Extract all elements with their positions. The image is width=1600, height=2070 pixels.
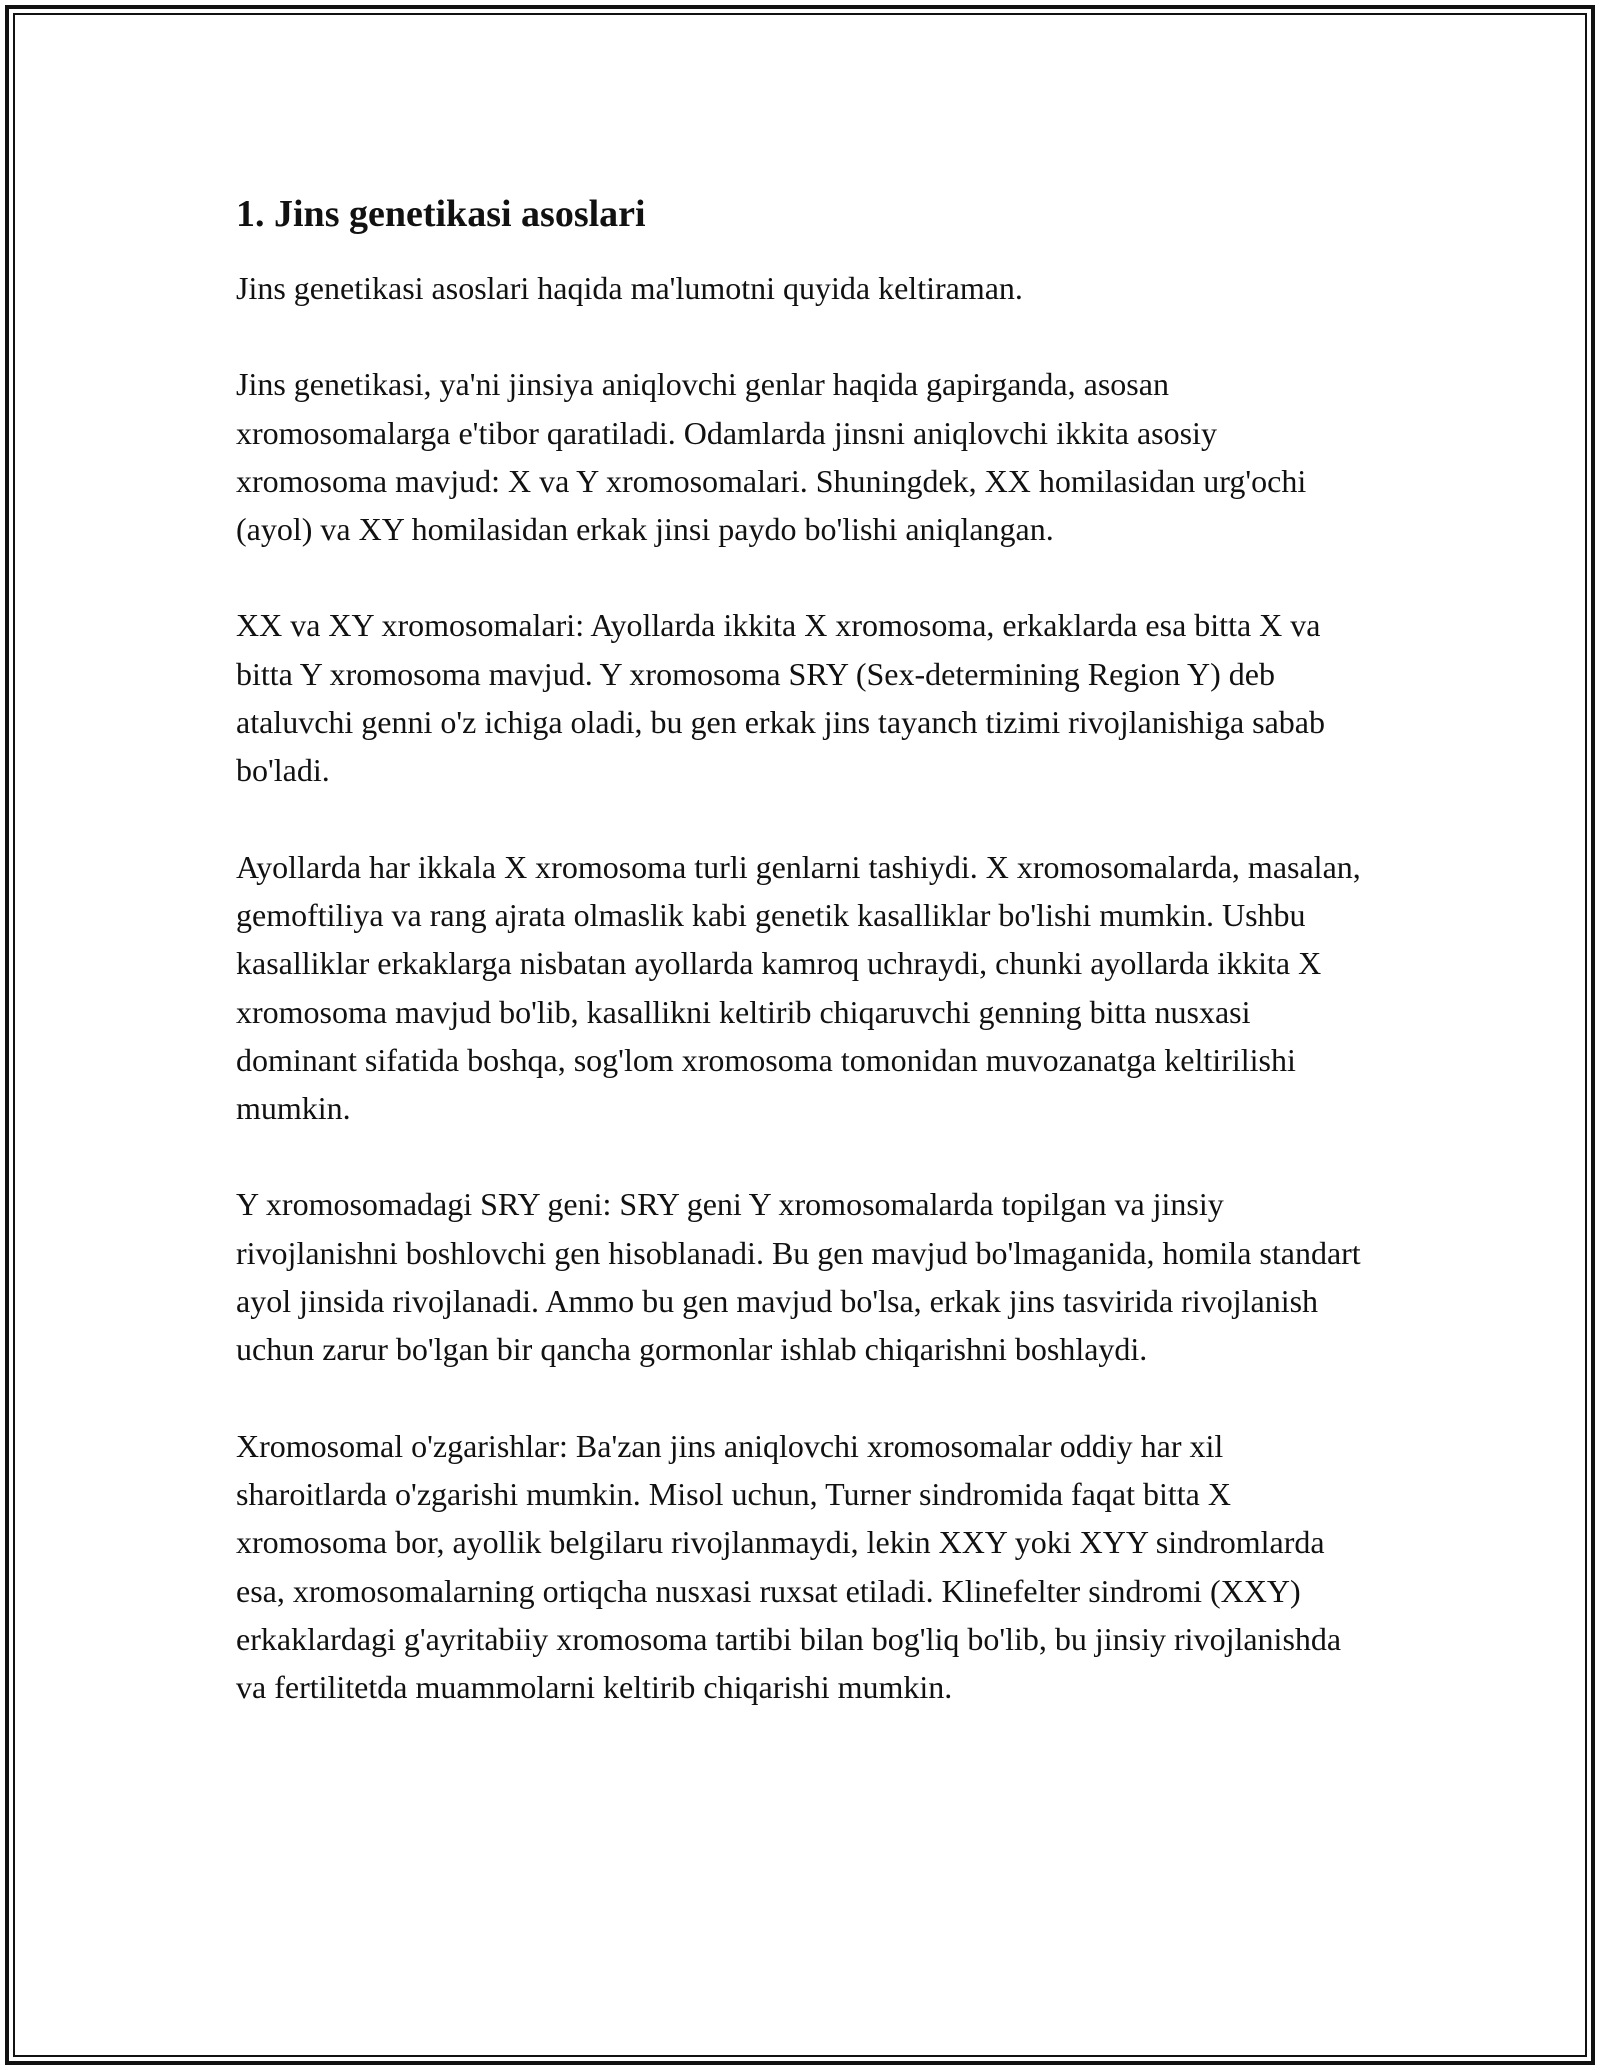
paragraph-x-linked-diseases: Ayollarda har ikkala X xromosoma turli genlarni tashiydi. X xromosomalarda, masalan, gemoftiliya va rang ajrata olmaslik kabi genetik kasalliklar bo'lishi mumkin. Ushbu kasalliklar erkaklarga nisbatan ayollarda kamroq uchraydi, chunki ayollarda ikkita X xromosoma mavjud bo'lib, kasallikni keltirib chiqaruvchi genning bitta nusxasi dominant sifatida boshqa, sog'lom xromosoma tomonidan muvozanatga keltirilishi mumkin. (236, 848, 1361, 1127)
document-body (236, 186, 1376, 1759)
paragraph-xx-xy-chromosomes: XX va XY xromosomalari: Ayollarda ikkita X xromosoma, erkaklarda esa bitta X va bitta Y xromosoma mavjud. Y xromosoma SRY (Sex-determining Region Y) deb ataluvchi genni o'z ichiga oladi, bu gen erkak jins tayanch tizimi rivojlanishiga sabab bo'ladi. (236, 607, 1325, 789)
section-title: 1. Jins genetikasi asoslari (236, 193, 646, 235)
paragraph-intro: Jins genetikasi asoslari haqida ma'lumotni quyida keltiraman. (236, 270, 1023, 306)
paragraph-sex-genetics: Jins genetikasi, ya'ni jinsiya aniqlovchi genlar haqida gapirganda, asosan xromosomalarga e'tibor qaratiladi. Odamlarda jinsni aniqlovchi ikkita asosiy xromosoma mavjud: X va Y xromosomalari. Shuningdek, XX homilasidan urg'ochi (ayol) va XY homilasidan erkak jinsi paydo bo'lishi aniqlangan. (236, 366, 1307, 548)
paragraph-chromosomal-changes: Xromosomal o'zgarishlar: Ba'zan jins aniqlovchi xromosomalar oddiy har xil sharoitlarda o'zgarishi mumkin. Misol uchun, Turner sindromida faqat bitta X xromosoma bor, ayollik belgilaru rivojlanmaydi, lekin XXY yoki XYY sindromlarda esa, xromosomalarning ortiqcha nusxasi ruxsat etiladi. Klinefelter sindromi (XXY) erkaklardagi g'ayritabiiy xromosoma tartibi bilan bog'liq bo'lib, bu jinsiy rivojlanishda va fertilitetda muammolarni keltirib chiqarishi mumkin. (236, 1427, 1342, 1706)
paragraph-sry-gene: Y xromosomadagi SRY geni: SRY geni Y xromosomalarda topilgan va jinsiy rivojlanishni boshlovchi gen hisoblanadi. Bu gen mavjud bo'lmaganida, homila standart ayol jinsida rivojlanadi. Ammo bu gen mavjud bo'lsa, erkak jins tasvirida rivojlanish uchun zarur bo'lgan bir qancha gormonlar ishlab chiqarishni boshlaydi. (236, 1186, 1361, 1368)
